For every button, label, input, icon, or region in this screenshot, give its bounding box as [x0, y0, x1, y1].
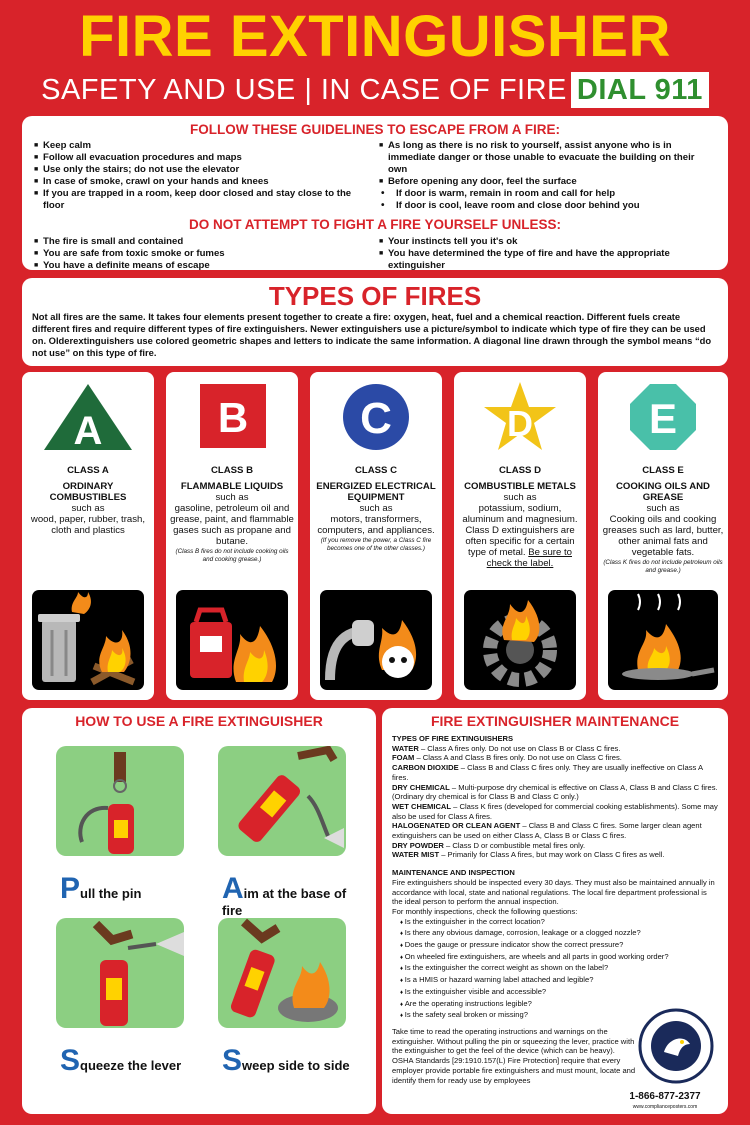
class-b-badge: [166, 382, 298, 452]
fight-condition: ■ You are safe from toxic smoke or fumes: [34, 248, 371, 260]
closing-text: Take time to read the operating instructions and warnings on the extinguisher. Without pulling the pin or squeezing the lever, practice with the extinguisher to get the feel of the device (which can be heavy). OSHA Standards [29:1910.157(L) Fire Protection] require that every employer provide portable fire extinguishers and must mount, locate and identify them for ready use by employees: [392, 1026, 636, 1085]
escape-guideline: ■ If you are trapped in a room, keep door closed and stay close to the floor: [34, 188, 371, 212]
extinguisher-type-name: FOAM: [392, 753, 415, 763]
extinguisher-type: [392, 802, 718, 821]
class-a-card: [22, 372, 154, 700]
class-a-badge: [22, 382, 154, 452]
extinguisher-type-desc: – Class K fires (developed for commercial cooking establishments). Some may also be used for Class A fires.: [392, 801, 718, 821]
class-c-note: (If you remove the power, a Class C fire becomes one of the other classes.): [320, 537, 432, 552]
class-b-letter: B: [217, 394, 249, 441]
escape-feel-door: ■ Before opening any door, feel the surface: [379, 176, 716, 188]
extinguisher-type-name: HALOGENATED OR CLEAN AGENT: [392, 821, 521, 831]
escape-list-left: [34, 140, 371, 212]
class-b-such: such as: [215, 492, 249, 503]
squeeze-lever-illustration: [56, 918, 184, 1028]
step-squeeze: Squeeze the lever: [60, 1044, 182, 1077]
extinguisher-type-desc: – Multi-purpose dry chemical is effective on Class A, Class B and Class C fires. (Ordinary dry chemical is for Class B and Class C only.): [392, 782, 718, 802]
trash-fire-icon: [32, 590, 144, 690]
class-d-name: COMBUSTIBLE METALS: [464, 481, 576, 492]
class-d-badge: [454, 382, 586, 452]
class-d-letter: D: [507, 403, 533, 444]
extinguisher-type-name: WATER: [392, 743, 419, 753]
class-d-card: [454, 372, 586, 700]
dial-911-badge: DIAL 911: [571, 72, 709, 108]
inspection-question: ♦ Does the gauge or pressure indicator show the correct pressure?: [400, 940, 718, 952]
frying-pan-fire-icon: [608, 590, 718, 690]
fuel-can-fire-icon: [176, 590, 288, 690]
class-c-card: [310, 372, 442, 700]
class-a-examples: wood, paper, rubber, trash, cloth and plastics: [30, 514, 146, 536]
escape-guideline: ■ Use only the stairs; do not use the elevator: [34, 164, 371, 176]
extinguisher-type-name: WATER MIST: [392, 850, 440, 860]
poster-subtitle: [0, 72, 750, 108]
maintenance-panel: [382, 708, 728, 1114]
step-sweep: Sweep side to side: [222, 1044, 350, 1077]
class-c-examples: motors, transformers, computers, and appliances.: [317, 514, 435, 536]
class-d-check-label: Be sure to check the label.: [486, 547, 572, 569]
step-pull: Pull the pin: [60, 872, 142, 905]
aim-base-illustration: [218, 746, 346, 856]
escape-heading: FOLLOW THESE GUIDELINES TO ESCAPE FROM A FIRE:: [189, 122, 560, 137]
how-to-heading: HOW TO USE A FIRE EXTINGUISHER: [75, 713, 323, 729]
extinguisher-type: [392, 753, 718, 763]
class-a-such: such as: [71, 503, 105, 514]
fight-condition: ■ You have a definite means of escape: [34, 260, 371, 272]
inspection-question: ♦ Are the operating instructions legible?: [400, 999, 718, 1011]
escape-assist: ■ As long as there is no risk to yourself, assist anyone who is in immediate danger or those unable to evacuate the building on their own: [379, 140, 716, 176]
sweep-illustration: [218, 918, 346, 1028]
extinguisher-type: [392, 850, 718, 860]
fight-condition: ■ The fire is small and contained: [34, 236, 371, 248]
compliance-posters-logo: [638, 1008, 714, 1084]
class-a-name: ORDINARY COMBUSTIBLES: [49, 481, 127, 503]
class-e-card: [598, 372, 728, 700]
inspection-question: ♦ Is the extinguisher the correct weight as shown on the label?: [400, 963, 718, 975]
poster-title: FIRE EXTINGUISHER: [79, 4, 671, 69]
extinguisher-type-desc: – Class D or combustible metal fires only.: [443, 840, 586, 850]
class-b-note: (Class B fires do not include cooking oils and cooking grease.): [175, 548, 289, 563]
class-e-note: (Class K fires do not include petroleum oils and grease.): [603, 559, 723, 574]
escape-guideline: ■ Keep calm: [34, 140, 371, 152]
class-e-badge: [598, 382, 728, 452]
class-a-letter: A: [73, 409, 103, 452]
extinguisher-type: [392, 763, 718, 782]
fight-list-right: [379, 236, 716, 272]
extinguisher-type-name: DRY CHEMICAL: [392, 782, 450, 792]
inspection-questions: [392, 917, 718, 1022]
extinguisher-type-desc: – Class A fires only. Do not use on Class B or Class C fires.: [418, 743, 621, 753]
extinguisher-types-list: [392, 744, 718, 860]
guidelines-panel: [22, 116, 728, 270]
class-c-such: such as: [359, 503, 393, 514]
class-d-such: such as: [503, 492, 537, 503]
class-c-label: CLASS C: [354, 465, 398, 476]
extinguisher-type-name: WET CHEMICAL: [392, 801, 452, 811]
metal-gear-fire-icon: [464, 590, 576, 690]
pull-pin-illustration: [56, 746, 184, 856]
class-d-examples: potassium, sodium, aluminum and magnesium. Class D extinguishers are often specific for a certain type of metal. Be sure to check the label.: [462, 503, 578, 569]
class-a-label: CLASS A: [67, 465, 109, 476]
types-heading: TYPES OF FIRES: [268, 281, 482, 311]
extinguisher-type-name: CARBON DIOXIDE: [392, 763, 459, 773]
class-e-such: such as: [646, 503, 680, 514]
inspection-question: ♦ Is there any obvious damage, corrosion, leakage or a clogged nozzle?: [400, 928, 718, 940]
website-link[interactable]: www.complianceposters.com: [632, 1104, 698, 1110]
inspection-question: ♦ Is a HMIS or hazard warning label attached and legible?: [400, 975, 718, 987]
types-intro: Not all fires are the same. It takes four elements present together to create a fire: oxygen, heat, fuel and a chemical reaction. Different fuels create different fires and require different types of fire extinguishers. Newer extinguishers use a picture/symbol to indicate which type of fire they can be used on. Olderextinguishers use colored geometric shapes and letters to indicate the same information. A diagonal line drawn through the symbol means “do not use” on this type of fire.: [32, 311, 712, 358]
class-b-label: CLASS B: [210, 465, 254, 476]
fight-condition: ■ Your instincts tell you it's ok: [379, 236, 716, 248]
extinguisher-type: [392, 841, 718, 851]
electric-plug-fire-icon: [320, 590, 432, 690]
class-b-examples: gasoline, petroleum oil and grease, paint, and flammable gases such as propane and butane.: [170, 503, 294, 547]
escape-door-warm: • If door is warm, remain in room and call for help: [379, 188, 716, 200]
how-to-panel: [22, 708, 376, 1114]
subtitle-text: SAFETY AND USE | IN CASE OF FIRE: [41, 74, 567, 106]
class-e-label: CLASS E: [642, 465, 684, 476]
fight-condition: ■ You have determined the type of fire and have the appropriate extinguisher: [379, 248, 716, 272]
fight-list-left: [34, 236, 371, 272]
fight-heading: DO NOT ATTEMPT TO FIGHT A FIRE YOURSELF UNLESS:: [188, 217, 561, 232]
types-panel: [22, 278, 728, 366]
extinguisher-type: [392, 821, 718, 840]
class-c-letter: C: [360, 394, 392, 443]
class-b-name: FLAMMABLE LIQUIDS: [180, 481, 284, 492]
escape-door-cool: • If door is cool, leave room and close door behind you: [379, 200, 716, 212]
class-b-card: [166, 372, 298, 700]
extinguisher-type-desc: – Class A and Class B fires only. Do not use on Class C fires.: [414, 753, 622, 763]
inspection-question: ♦ Is the extinguisher in the correct location?: [400, 917, 718, 929]
escape-guideline: ■ Follow all evacuation procedures and maps: [34, 152, 371, 164]
class-c-badge: [310, 382, 442, 452]
extinguisher-types-heading: TYPES OF FIRE EXTINGUISHERS: [392, 734, 514, 743]
extinguisher-type-desc: – Class B and Class C fires. Some larger clean agent extinguishers can be used on either Class A, Class B or Class C fires.: [392, 821, 702, 841]
inspection-check: For monthly inspections, check the following questions:: [392, 906, 578, 916]
inspection-question: ♦ Is the extinguisher visible and accessible?: [400, 987, 718, 999]
phone-number: 1-866-877-2377: [629, 1091, 701, 1102]
extinguisher-type-desc: – Class B and Class C fires only. They are usually ineffective on Class A fires.: [392, 763, 703, 782]
extinguisher-type-name: DRY POWDER: [392, 840, 444, 850]
class-d-label: CLASS D: [498, 465, 542, 476]
extinguisher-type: [392, 744, 718, 754]
extinguisher-type-desc: – Primarily for Class A fires, but may work on Class C fires as well.: [439, 850, 665, 860]
inspection-question: ♦ On wheeled fire extinguishers, are wheels and all parts in good working order?: [400, 952, 718, 964]
inspection-intro: Fire extinguishers should be inspected every 30 days. They must also be maintained annually in accordance with local, state and national regulations. The local fire department professional is the ideal person to perform the annual inspection.: [392, 877, 715, 907]
escape-guideline: ■ In case of smoke, crawl on your hands and knees: [34, 176, 371, 188]
maintenance-heading: FIRE EXTINGUISHER MAINTENANCE: [430, 713, 680, 729]
step-aim: Aim at the base of fire: [222, 872, 347, 918]
extinguisher-type: [392, 783, 718, 802]
class-e-letter: E: [648, 395, 678, 442]
inspection-question: ♦ Is the safety seal broken or missing?: [400, 1010, 718, 1022]
class-e-examples: Cooking oils and cooking greases such as lard, butter, other animal fats and vegetable fats.: [602, 514, 724, 558]
class-e-name: COOKING OILS AND GREASE: [616, 481, 710, 503]
class-c-name: ENERGIZED ELECTRICAL EQUIPMENT: [316, 481, 436, 503]
inspection-heading: MAINTENANCE AND INSPECTION: [392, 868, 515, 878]
